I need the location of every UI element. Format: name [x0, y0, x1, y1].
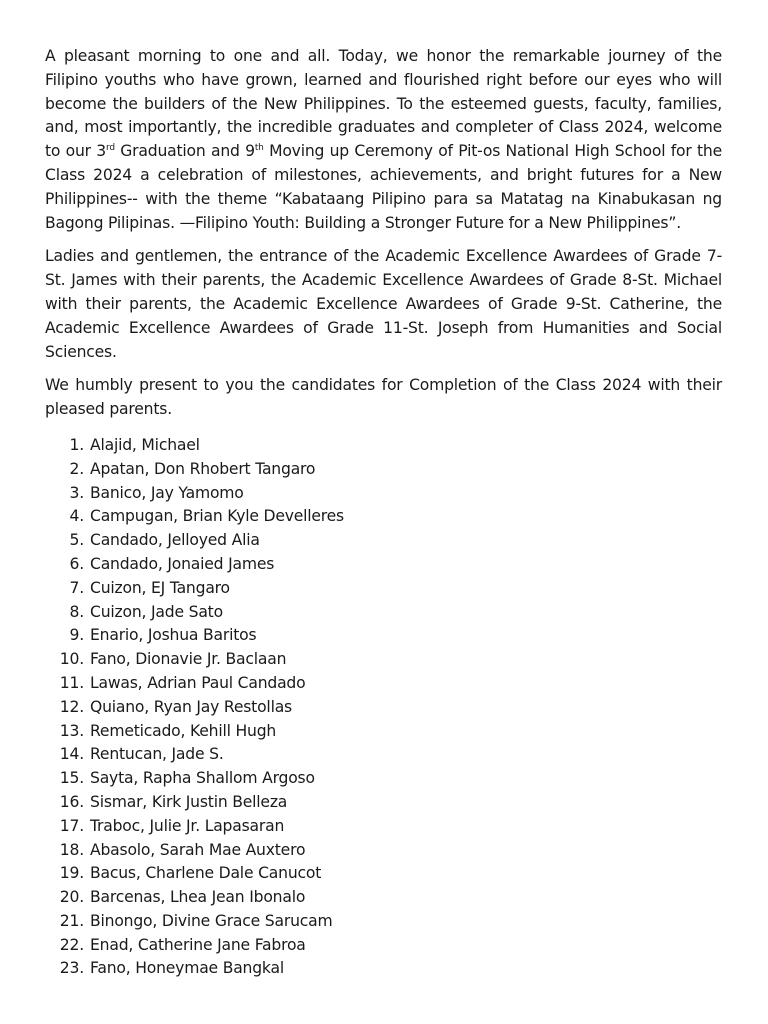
- list-item: [45, 934, 722, 958]
- list-item-name: Alajid, Michael: [90, 435, 200, 454]
- list-item: [45, 529, 722, 553]
- list-item-number: 23.: [59, 959, 84, 978]
- list-item-number: 12.: [59, 697, 84, 716]
- list-item: [45, 886, 722, 910]
- list-item-number: 4.: [69, 507, 84, 526]
- list-item: [45, 672, 722, 696]
- list-item-name: Sayta, Rapha Shallom Argoso: [90, 769, 315, 788]
- list-item: [45, 862, 722, 886]
- list-item: [45, 505, 722, 529]
- list-item-name: Fano, Dionavie Jr. Baclaan: [90, 650, 287, 669]
- list-item: [45, 910, 722, 934]
- welcome-paragraph: [45, 45, 722, 235]
- list-item-name: Remeticado, Kehill Hugh: [90, 721, 277, 740]
- candidates-intro-paragraph: We humbly present to you the candidates for Completion of the Class 2024 with their pleased parents.: [45, 376, 722, 419]
- welcome-text-3: Moving up Ceremony of Pit-os National High School for the Class 2024 a celebration of milestones, achievements, and bright futures for a New Philippines-- with the theme “Kabataang Pilipino para sa Matatag na Kinabukasan ng Bagong Pilipinas. —Filipino Youth: Building a Stronger Future for a New Philippines”.: [45, 142, 722, 232]
- list-item-name: Campugan, Brian Kyle Develleres: [90, 507, 344, 526]
- list-item: [45, 624, 722, 648]
- list-item-number: 15.: [59, 769, 84, 788]
- list-item: [45, 648, 722, 672]
- list-item-name: Banico, Jay Yamomo: [90, 483, 244, 502]
- list-item-number: 7.: [69, 578, 84, 597]
- awardees-paragraph: Ladies and gentlemen, the entrance of the Academic Excellence Awardees of Grade 7-St. James with their parents, the Academic Excellence Awardees of Grade 8-St. Michael with their parents, the Academic Excellence Awardees of Grade 9-St. Catherine, the Academic Excellence Awardees of Grade 11-St. Joseph from Humanities and Social Sciences.: [45, 247, 722, 361]
- list-item: [45, 696, 722, 720]
- list-item-number: 8.: [69, 602, 84, 621]
- list-item-name: Barcenas, Lhea Jean Ibonalo: [90, 888, 306, 907]
- welcome-text-1: A pleasant morning to one and all. Today, we honor the remarkable journey of the Filipino youths who have grown, learned and flourished right before our eyes who will become the builders of the New Philippines. To the esteemed guests, faculty, families, and, most importantly, the incredible graduates and completer of Class 2024, welcome to our 3: [45, 47, 722, 161]
- list-item: [45, 767, 722, 791]
- list-item: [45, 743, 722, 767]
- list-item-name: Cuizon, Jade Sato: [90, 602, 223, 621]
- list-item-number: 18.: [59, 840, 84, 859]
- list-item-number: 16.: [59, 792, 84, 811]
- list-item-name: Lawas, Adrian Paul Candado: [90, 673, 306, 692]
- list-item-name: Bacus, Charlene Dale Canucot: [90, 864, 322, 883]
- list-item-name: Enario, Joshua Baritos: [90, 626, 257, 645]
- candidates-list: [45, 434, 722, 981]
- list-item: [45, 434, 722, 458]
- list-item-number: 19.: [59, 864, 84, 883]
- list-item-number: 6.: [69, 554, 84, 573]
- list-item-name: Traboc, Julie Jr. Lapasaran: [90, 816, 285, 835]
- ordinal-suffix-th: th: [254, 143, 264, 153]
- list-item-name: Candado, Jelloyed Alia: [90, 531, 260, 550]
- list-item-number: 20.: [59, 888, 84, 907]
- list-item: [45, 791, 722, 815]
- list-item-number: 5.: [69, 531, 84, 550]
- list-item-name: Sismar, Kirk Justin Belleza: [90, 792, 288, 811]
- list-item-name: Enad, Catherine Jane Fabroa: [90, 935, 306, 954]
- list-item-number: 3.: [69, 483, 84, 502]
- list-item-name: Fano, Honeymae Bangkal: [90, 959, 284, 978]
- list-item-number: 17.: [59, 816, 84, 835]
- list-item-name: Cuizon, EJ Tangaro: [90, 578, 230, 597]
- list-item-name: Candado, Jonaied James: [90, 554, 275, 573]
- list-item: [45, 553, 722, 577]
- list-item-number: 2.: [69, 459, 84, 478]
- list-item-number: 9.: [69, 626, 84, 645]
- list-item-name: Apatan, Don Rhobert Tangaro: [90, 459, 316, 478]
- list-item: [45, 577, 722, 601]
- list-item-number: 21.: [59, 911, 84, 930]
- list-item-number: 1.: [69, 435, 84, 454]
- list-item: [45, 839, 722, 863]
- list-item-number: 13.: [59, 721, 84, 740]
- ordinal-suffix-rd: rd: [106, 143, 115, 153]
- list-item-name: Binongo, Divine Grace Sarucam: [90, 911, 333, 930]
- list-item-number: 14.: [59, 745, 84, 764]
- list-item-name: Rentucan, Jade S.: [90, 745, 224, 764]
- list-item: [45, 601, 722, 625]
- list-item: [45, 815, 722, 839]
- list-item-name: Quiano, Ryan Jay Restollas: [90, 697, 292, 716]
- list-item: [45, 720, 722, 744]
- list-item-number: 11.: [59, 673, 84, 692]
- list-item-number: 22.: [59, 935, 84, 954]
- list-item: [45, 458, 722, 482]
- list-item: [45, 482, 722, 506]
- list-item-name: Abasolo, Sarah Mae Auxtero: [90, 840, 306, 859]
- welcome-text-2: Graduation and 9: [114, 142, 255, 161]
- list-item: [45, 957, 722, 981]
- list-item-number: 10.: [59, 650, 84, 669]
